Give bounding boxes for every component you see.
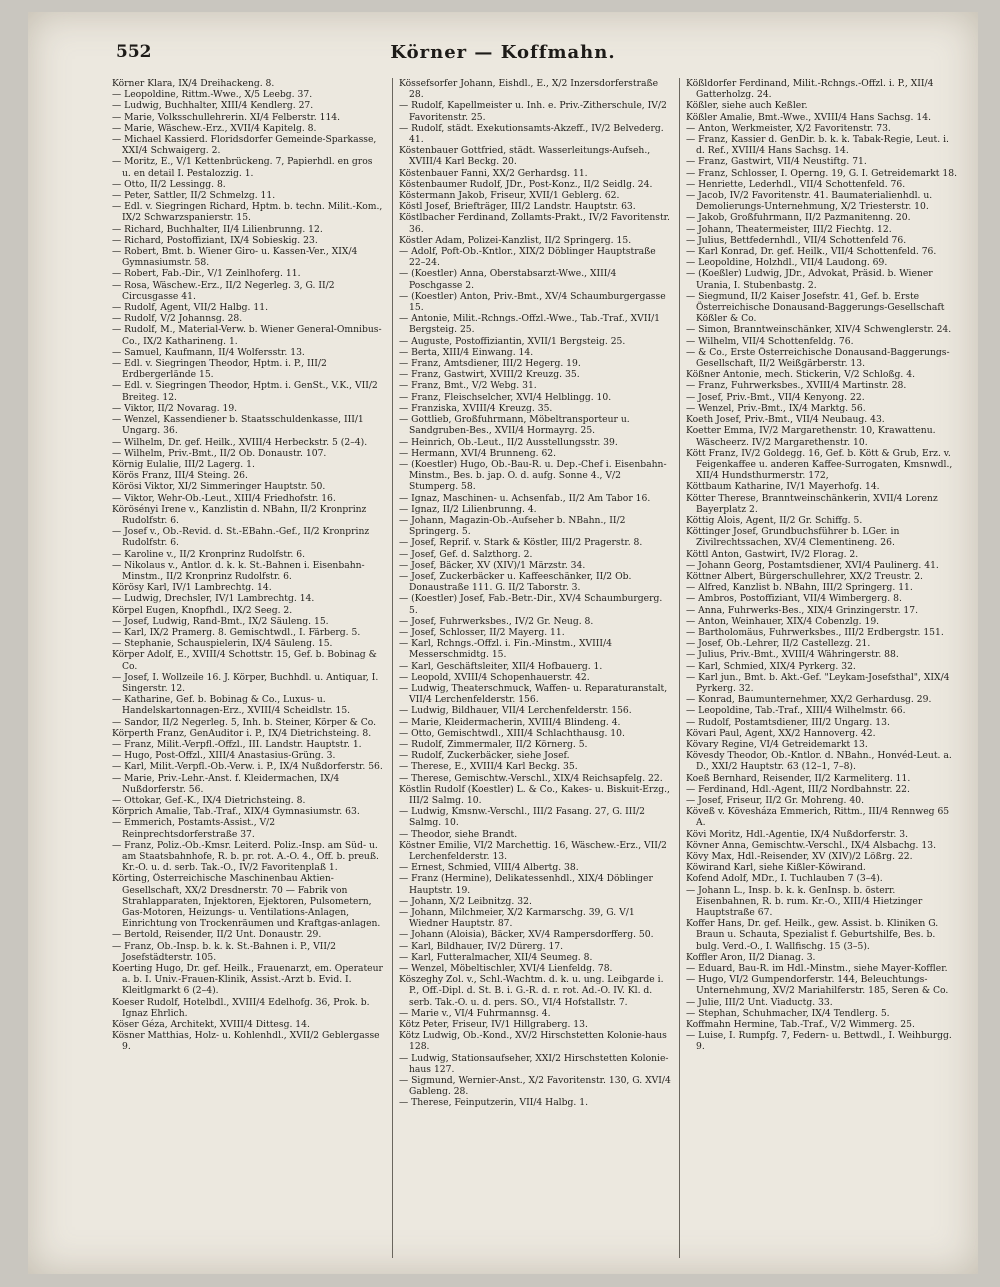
directory-entry: — Karl, Geschäftsleiter, XII/4 Hofbauerg. 1. (399, 660, 603, 672)
directory-entry: Körpel Eugen, Knopfhdl., IX/2 Seeg. 2. (112, 604, 293, 616)
directory-entry: Kövy Max, Hdl.-Reisender, XV (XIV)/2 Lößrg. 22. (686, 851, 913, 863)
directory-entry: — (Koestler) Josef, Fab.-Betr.-Dir., XV/4 Schaumburgerg. 5. (399, 593, 663, 616)
directory-entry: — Bartholomäus, Fuhrwerksbes., III/2 Erdbergstr. 151. (686, 626, 944, 638)
directory-entry: — Viktor, Wehr-Ob.-Leut., XIII/4 Friedhofstr. 16. (112, 492, 336, 504)
directory-entry: — (Koestler) Hugo, Ob.-Bau-R. u. Dep.-Chef i. Eisenbahn-Minstm., Bes. b. jap. O. d. aufg. Sonne 4., V/2 Stumperg. 58. (399, 458, 667, 493)
directory-entry: Kößner Antonie, mech. Stickerin, V/2 Schloßg. 4. (686, 369, 916, 381)
directory-entry: — Hugo, Post-Offzl., XIII/4 Anastasius-Grüng. 3. (112, 750, 336, 762)
directory-entry: Köstermann Jakob, Friseur, XVII/1 Geblerg. 62. (399, 190, 620, 202)
columns-container (112, 78, 958, 1258)
directory-entry: — Viktor, II/2 Novarag. 19. (112, 402, 238, 414)
directory-entry: — Josef v., Ob.-Revid. d. St.-EBahn.-Gef., II/2 Kronprinz Rudolfstr. 6. (112, 526, 370, 549)
directory-entry: — Rudolf, Zimmermaler, II/2 Körnerg. 5. (399, 738, 588, 750)
directory-entry: — Marie, Volksschullehrerin. XI/4 Felberstr. 114. (112, 111, 341, 123)
directory-entry: Körös Franz, III/4 Steing. 26. (112, 470, 248, 482)
directory-entry: — Ferdinand, Hdl.-Agent, III/2 Nordbahnstr. 22. (686, 783, 910, 795)
directory-entry: — Katharine, Gef. b. Bobinag & Co., Luxus- u. Handelskartonnagen-Erz., XVIII/4 Scheidlstr. 15. (112, 694, 351, 717)
directory-entry: — Antonie, Milit.-Rchngs.-Offzl.-Wwe., Tab.-Traf., XVII/1 Bergsteig. 25. (399, 313, 661, 336)
directory-entry: — Marie v., VI/4 Fuhrmannsg. 4. (399, 1007, 551, 1019)
directory-entry: Kövary Regine, VI/4 Getreidemarkt 13. (686, 738, 868, 750)
directory-entry: Kövner Anna, Gemischtw.-Verschl., IX/4 Alsbachg. 13. (686, 839, 936, 851)
directory-entry: Koffer Hans, Dr. gef. Heilk., gew. Assist. b. Kliniken G. Braun u. Schauta, Spezialist f. Geburtshilfe, Bes. b. bulg. Verd.-O., I. Wallfischg. 15 (3–5). (686, 918, 939, 952)
directory-entry: — Franz, Fuhrwerksbes., XVIII/4 Martinstr. 28. (686, 380, 907, 392)
directory-entry: — Franz (Hermine), Delikatessenhdl., XIX/4 Döblinger Hauptstr. 19. (399, 873, 653, 896)
directory-entry: — Ignaz, II/2 Lilienbrunng. 4. (399, 503, 537, 515)
directory-entry: — Josef, Bäcker, XV (XIV)/1 Märzstr. 34. (399, 559, 586, 571)
directory-entry: — Franz, Bmt., V/2 Webg. 31. (399, 380, 537, 392)
directory-entry: — Wenzel, Kassendiener b. Staatsschuldenkasse, III/1 Ungarg. 36. (112, 414, 364, 437)
directory-entry: — Simon, Branntweinschänker, XIV/4 Schwenglerstr. 24. (686, 324, 952, 336)
directory-entry: — Jakob, Großfuhrmann, II/2 Pazmanitenng. 20. (686, 212, 911, 224)
directory-entry: Kößler, siehe auch Keßler. (686, 100, 808, 112)
directory-entry: — Therese, E., XVIII/4 Karl Beckg. 35. (399, 761, 578, 773)
directory-entry: — Marie, Wäschew.-Erz., XVII/4 Kapitelg. 8. (112, 122, 317, 134)
directory-entry: Kötz Ludwig, Ob.-Kond., XV/2 Hirschstetten Kolonie-haus 128. (399, 1030, 667, 1053)
directory-entry: — Emmerich, Postamts-Assist., V/2 Reinprechtsdorferstraße 37. (112, 817, 276, 840)
directory-entry: — Johann L., Insp. b. k. k. GenInsp. b. österr. Eisenbahnen, R. b. rum. Kr.-O., XIII/4 Hietzinger Hauptstraße 67. (686, 884, 923, 919)
directory-entry: — Karl, Futteralmacher, XII/4 Seumeg. 8. (399, 951, 593, 963)
directory-entry: — Franziska, XVIII/4 Kreuzg. 35. (399, 402, 553, 414)
directory-entry: Köttinger Josef, Grundbuchsführer b. LGer. in Zivilrechtssachen, XV/4 Clementineng. 26. (686, 526, 900, 549)
directory-entry: — (Koeßler) Ludwig, JDr., Advokat, Präsid. b. Wiener Urania, I. Stubenbastg. 2. (686, 268, 933, 291)
directory-entry: — Karl Konrad, Dr. gef. Heilk., VII/4 Schottenfeld. 76. (686, 246, 937, 258)
directory-entry: — & Co., Erste Österreichische Donausand-Baggerungs-Gesellschaft, II/2 Weißgärberstr. 13. (686, 346, 950, 370)
directory-entry: — Peter, Sattler, II/2 Schmelzg. 11. (112, 190, 276, 202)
directory-entry: — Wilhelm, VII/4 Schottenfeldg. 76. (686, 335, 854, 347)
directory-entry: — Samuel, Kaufmann, II/4 Wolfersstr. 13. (112, 346, 305, 358)
directory-entry: — Wilhelm, Dr. gef. Heilk., XVIII/4 Herbeckstr. 5 (2–4). (112, 436, 368, 448)
directory-entry: Köstl Josef, Briefträger, III/2 Landstr. Hauptstr. 63. (399, 201, 636, 213)
directory-entry: — Nikolaus v., Antlor. d. k. k. St.-Bahnen i. Eisenbahn-Minstm., II/2 Kronprinz Rudolfstr. 6. (112, 559, 365, 582)
directory-entry: Köstlin Rudolf (Koestler) L. & Co., Kakes- u. Biskuit-Erzg., III/2 Salmg. 10. (399, 783, 670, 806)
directory-entry: Körner Klara, IX/4 Dreihackeng. 8. (112, 78, 275, 89)
directory-entry: Kösner Matthias, Holz- u. Kohlenhdl., XVII/2 Geblergasse 9. (112, 1030, 380, 1053)
directory-page (28, 12, 978, 1274)
directory-entry: — Karl, IX/2 Pramerg. 8. Gemischtwdl., I. Färberg. 5. (112, 626, 361, 638)
directory-entry: — Franz, Poliz.-Ob.-Kmsr. Leiterd. Poliz.-Insp. am Süd- u. am Staatsbahnhofe, R. b. pr. rot. A.-O. 4., Off. b. preuß. Kr.-O. u. d. serb. Tak.-O., IV/2 Favoritenplaß 1. (112, 839, 379, 874)
directory-entry: — Ludwig, Buchhalter, XIII/4 Kendlerg. 27. (112, 100, 314, 112)
directory-entry: — Konrad, Baumunternehmer, XX/2 Gerhardusg. 29. (686, 694, 932, 706)
directory-entry: Koeser Rudolf, Hotelbdl., XVIII/4 Edelhofg. 36, Prok. b. Ignaz Ehrlich. (112, 996, 370, 1019)
directory-entry: — Karl, Rchngs.-Offzl. i. Fin.-Minstm., XVIII/4 Messerschmidtg. 15. (399, 638, 612, 661)
directory-entry: Köstlbacher Ferdinand, Zollamts-Prakt., IV/2 Favoritenstr. 36. (399, 212, 670, 235)
directory-entry: — Julius, Bettfedernhdl., VII/4 Schottenfeld 76. (686, 234, 907, 246)
directory-entry: — Therese, Feinputzerin, VII/4 Halbg. 1. (399, 1097, 588, 1109)
directory-entry: Köstner Emilie, VI/2 Marchettig. 16, Wäschew.-Erz., VII/2 Lerchenfelderstr. 13. (399, 839, 667, 863)
directory-entry: — Otto, Gemischtwdl., XIII/4 Schlachthausg. 10. (399, 727, 625, 739)
directory-entry: — Gottlieb, Großfuhrmann, Möbeltransporteur u. Sandgruben-Bes., XVII/4 Hormayrg. 25. (399, 414, 630, 437)
directory-entry: — Edl. v. Siegringen Richard, Hptm. b. techn. Milit.-Kom., IX/2 Schwarzspanierstr. 15. (112, 201, 383, 224)
directory-entry: — Leopold, XVIII/4 Schopenhauerstr. 42. (399, 671, 590, 683)
directory-entry: — Josef, Priv.-Bmt., VII/4 Kenyong. 22. (686, 391, 865, 403)
directory-entry: — Johann Georg, Postamtsdiener, XVI/4 Paulinerg. 41. (686, 559, 939, 571)
page-number: 552 (116, 42, 152, 62)
directory-entry: — Moritz, E., V/1 Kettenbrückeng. 7, Papierhdl. en gros u. en detail I. Pestalozzig. 1. (112, 156, 373, 179)
directory-entry: — Luise, I. Rumpfg. 7, Federn- u. Bettwdl., I. Weihburgg. 9. (686, 1030, 952, 1053)
directory-entry: Koffmahn Hermine, Tab.-Traf., V/2 Wimmerg. 25. (686, 1019, 915, 1031)
directory-entry: Kößldorfer Ferdinand, Milit.-Rchngs.-Offzl. i. P., XII/4 Gatterholzg. 24. (686, 78, 934, 101)
directory-entry: Köttl Anton, Gastwirt, IV/2 Florag. 2. (686, 548, 859, 560)
directory-entry: — Rudolf, M., Material-Verw. b. Wiener General-Omnibus-Co., IX/2 Katharineng. 1. (112, 324, 382, 347)
directory-entry: — Richard, Postoffiziant, IX/4 Sobieskig. 23. (112, 234, 318, 246)
directory-entry: — Sandor, II/2 Negerleg. 5, Inh. b. Steiner, Körper & Co. (112, 716, 377, 728)
directory-entry: — Karl jun., Bmt. b. Akt.-Gef. "Leykam-Josefsthal", XIX/4 Pyrkerg. 32. (686, 671, 950, 694)
directory-entry: Körnig Eulalie, III/2 Lagerg. 1. (112, 458, 255, 470)
directory-entry: — Ludwig, Stationsaufseher, XXI/2 Hirschstetten Kolonie-haus 127. (399, 1052, 669, 1075)
directory-entry: — Edl. v. Siegringen Theodor, Hptm. i. GenSt., V.K., VII/2 Breiteg. 12. (112, 380, 378, 403)
directory-entry: — Ernest, Schmied, VIII/4 Albertg. 38. (399, 862, 579, 874)
directory-entry: — Leopoldine, Tab.-Traf., XIII/4 Wilhelmstr. 66. (686, 705, 906, 717)
directory-entry: Köveß v. Kövesháza Emmerich, Rittm., III/4 Rennweg 65 A. (686, 806, 950, 829)
directory-entry: — Hermann, XVI/4 Brunneng. 62. (399, 447, 557, 459)
directory-entry: Köstenbaumer Rudolf, JDr., Post-Konz., II/2 Seidlg. 24. (399, 178, 653, 190)
directory-entry: — Karoline v., II/2 Kronprinz Rudolfstr. 6. (112, 548, 306, 560)
directory-entry: — Sigmund, Wernier-Anst., X/2 Favoritenstr. 130, G. XVI/4 Gableng. 28. (399, 1075, 671, 1098)
directory-entry: — Johann, Milchmeier, X/2 Karmarschg. 39, G. V/1 Wiedner Hauptstr. 87. (399, 907, 635, 930)
directory-entry: — Stephan, Schuhmacher, IX/4 Tendlerg. 5. (686, 1007, 890, 1019)
directory-entry: — Rudolf, städt. Exekutionsamts-Akzeff., IV/2 Belvederg. 41. (399, 122, 664, 146)
directory-entry: Köszeghy Zol. v., Schl.-Wachtm. d. k. u. ung. Leibgarde i. P., Off.-Dipl. d. St. B. i. G.-R. d. r. rot. Ad.-O. IV. Kl. d. serb. Tak.-O. u. d. pers. SO., VI/4 Hofstallstr. 7. (399, 974, 664, 1008)
directory-entry: — Ignaz, Maschinen- u. Achsenfab., II/2 Am Tabor 16. (399, 492, 651, 504)
directory-entry: Kofend Adolf, MDr., I. Tuchlauben 7 (3–4). (686, 873, 883, 885)
directory-entry: — Franz, Amtsdiener, III/2 Hegerg. 19. (399, 358, 581, 370)
directory-entry: — Michael Kassierd. Floridsdorfer Gemeinde-Sparkasse, XXI/4 Schwaigerg. 2. (112, 134, 377, 157)
directory-entry: — Bertold, Reisender, II/2 Unt. Donaustr. 29. (112, 929, 322, 941)
directory-entry: — Rudolf, Agent, VII/2 Halbg. 11. (112, 302, 269, 314)
directory-entry: — Franz, Ob.-Insp. b. k. k. St.-Bahnen i. P., VII/2 Josefstädterstr. 105. (112, 940, 336, 963)
directory-entry: Koetter Emma, IV/2 Margarethenstr. 10, Krawattenu. Wäscheerz. IV/2 Margarethenstr. 10. (686, 425, 936, 448)
directory-entry: — Otto, II/2 Lessingg. 8. (112, 178, 226, 190)
directory-entry: Koeß Bernhard, Reisender, II/2 Karmeliterg. 11. (686, 772, 911, 784)
directory-entry: — Johann (Aloisia), Bäcker, XV/4 Rampersdorfferg. 50. (399, 929, 654, 941)
directory-entry: Köstler Adam, Polizei-Kanzlist, II/2 Springerg. 15. (399, 234, 632, 246)
column-right (679, 78, 958, 1258)
directory-entry: Körting, Österreichische Maschinenbau Aktien-Gesellschaft, XX/2 Dresdnerstr. 70 — Fabrik von Strahlapparaten, Injektoren, Ejektoren, Pulsometern, Gas-Motoren, Heizungs- u. Ventilations-Anlagen, Einrichtung von Trockenräumen und Kraftgas-anlagen. (112, 873, 381, 930)
directory-entry: — Josef, Zuckerbäcker u. Kaffeeschänker, II/2 Ob. Donaustraße 111. G. II/2 Taborstr. 3. (399, 570, 632, 594)
column-middle (392, 78, 671, 1258)
directory-entry: Kövi Moritz, Hdl.-Agentie, IX/4 Nußdorferstr. 3. (686, 828, 909, 840)
directory-entry: — (Koestler) Anton, Priv.-Bmt., XV/4 Schaumburgergasse 15. (399, 290, 666, 314)
directory-entry: — Anton, Werkmeister, X/2 Favoritenstr. 73. (686, 122, 891, 134)
directory-entry: — Edl. v. Siegringen Theodor, Hptm. i. P., III/2 Erdbergerlände 15. (112, 358, 327, 381)
directory-entry: Koerting Hugo, Dr. gef. Heilk., Frauenarzt, em. Operateur a. b. I. Univ.-Frauen-Klinik, Assist.-Arzt b. Evid. I. Kleitlgmarkt 6 (2–4). (112, 963, 383, 997)
directory-entry: — Franz, Schlosser, I. Operng. 19, G. I. Getreidemarkt 18. (686, 167, 957, 179)
directory-entry: — Jacob, IV/2 Favoritenstr. 41. Baumaterialienhdl. u. Demolierungs-Unternehmung, X/2 Triesterstr. 10. (686, 190, 933, 213)
directory-entry: — Leopoldine, Rittm.-Wwe., X/5 Leebg. 37. (112, 89, 313, 101)
directory-entry: — Julie, III/2 Unt. Viaductg. 33. (686, 996, 833, 1008)
directory-entry: — Alfred, Kanzlist b. NBahn, III/2 Springerg. 11. (686, 582, 913, 594)
directory-entry: — Rudolf, Kapellmeister u. Inh. e. Priv.-Zitherschule, IV/2 Favoritenstr. 25. (399, 100, 667, 123)
directory-entry: — Rosa, Wäschew.-Erz., II/2 Negerleg. 3, G. II/2 Circusgasse 41. (112, 279, 335, 302)
directory-entry: Körösényi Irene v., Kanzlistin d. NBahn, II/2 Kronprinz Rudolfstr. 6. (112, 503, 367, 526)
directory-entry: Kößler Amalie, Bmt.-Wwe., XVIII/4 Hans Sachsg. 14. (686, 111, 931, 123)
directory-entry: Köwirand Karl, siehe Kißler-Köwirand. (686, 862, 866, 874)
directory-entry: Kött Franz, IV/2 Goldegg. 16, Gef. b. Kött & Grub, Erz. v. Feigenkaffee u. anderen Kaffee-Surrogaten, Kmsnwdl., XII/4 Hundsthurmerstr. 172, (686, 447, 953, 482)
directory-entry: — Franz, Kassier d. GenDir. b. k. k. Tabak-Regie, Leut. i. d. Ref., XVIII/4 Hans Sachsg. 14. (686, 134, 949, 157)
directory-entry: — Karl, Bildhauer, IV/2 Dürerg. 17. (399, 940, 564, 952)
directory-entry: — Rudolf, V/2 Johannsg. 28. (112, 313, 243, 325)
directory-entry: — Wenzel, Möbeltischler, XVI/4 Lienfeldg. 78. (399, 963, 613, 975)
directory-entry: — Auguste, Postoffiziantin, XVII/1 Bergsteig. 25. (399, 335, 626, 347)
directory-entry: — Anton, Weinhauer, XIX/4 Cobenzlg. 19. (686, 615, 880, 627)
directory-entry: — Wenzel, Priv.-Bmt., IX/4 Marktg. 56. (686, 402, 866, 414)
running-head: Körner — Koffmahn. (390, 42, 616, 63)
directory-entry: — Marie, Priv.-Lehr.-Anst. f. Kleidermachen, IX/4 Nußdorferstr. 56. (112, 772, 340, 795)
directory-entry: — Siegmund, II/2 Kaiser Josefstr. 41, Gef. b. Erste Österreichische Donausand-Baggerungs-Gesellschaft Kößler & Co. (686, 290, 945, 325)
directory-entry: — Hugo, VI/2 Gumpendorferstr. 144, Beleuchtungs-Unternehmung, XV/2 Mariahilferstr. 185, Seren & Co. (686, 974, 949, 997)
directory-entry: — Ottokar, Gef.-K., IX/4 Dietrichsteing. 8. (112, 795, 306, 806)
directory-entry: — Anna, Fuhrwerks-Bes., XIX/4 Grinzingerstr. 17. (686, 604, 919, 616)
directory-entry: — Ambros, Postoffiziant, VII/4 Wimbergerg. 8. (686, 593, 902, 605)
directory-entry: Kövari Paul, Agent, XX/2 Hannoverg. 42. (686, 727, 876, 739)
directory-entry: — Marie, Kleidermacherin, XVIII/4 Blindeng. 4. (399, 716, 621, 728)
directory-entry: Körperth Franz, GenAuditor i. P., IX/4 Dietrichsteing. 8. (112, 727, 372, 739)
directory-entry: Koffler Aron, II/2 Dianag. 3. (686, 951, 816, 963)
directory-entry: Körösi Viktor, XI/2 Simmeringer Hauptstr. 50. (112, 481, 326, 493)
directory-entry: Kötter Therese, Branntweinschänkerin, XVII/4 Lorenz Bayerplatz 2. (686, 492, 938, 515)
directory-entry: Koeth Josef, Priv.-Bmt., VII/4 Neubaug. 43. (686, 414, 885, 426)
directory-entry: Köser Géza, Architekt, XVIII/4 Dittesg. 14. (112, 1019, 310, 1031)
directory-entry: — Heinrich, Ob.-Leut., II/2 Ausstellungsstr. 39. (399, 436, 618, 448)
directory-entry: Köttner Albert, Bürgerschullehrer, XX/2 Treustr. 2. (686, 570, 923, 582)
directory-entry: — Josef, Reprif. v. Stark & Köstler, III/2 Pragerstr. 8. (399, 537, 643, 549)
directory-entry: — Josef, Friseur, II/2 Gr. Mohreng. 40. (686, 795, 865, 806)
directory-entry: — Josef, I. Wollzeile 16. J. Körper, Buchhdl. u. Antiquar, I. Singerstr. 12. (112, 671, 379, 694)
directory-entry: Kövesdy Theodor, Ob.-Kntlor. d. NBahn., Honvéd-Leut. a. D., XXI/2 Hauptstr. 63 (12–1, 7–8). (686, 750, 952, 773)
directory-entry: — Henriette, Lederhdl., VII/4 Schottenfeld. 76. (686, 178, 906, 190)
column-left (112, 78, 384, 1258)
directory-entry: — Eduard, Bau-R. im Hdl.-Minstm., siehe Mayer-Koffler. (686, 963, 948, 975)
directory-entry: — Ludwig, Kmsnw.-Verschl., III/2 Fasang. 27, G. III/2 Salmg. 10. (399, 806, 645, 829)
directory-entry: — Johann, Magazin-Ob.-Aufseher b. NBahn., II/2 Springerg. 5. (399, 514, 626, 538)
directory-entry: — Stephanie, Schauspielerin, IX/4 Säuleng. 15. (112, 638, 333, 650)
directory-entry: — Ludwig, Bildhauer, VII/4 Lerchenfelderstr. 156. (399, 705, 632, 717)
directory-entry: — Ludwig, Drechsler, IV/1 Lambrechtg. 14. (112, 593, 315, 605)
directory-entry: — Franz, Milit.-Verpfl.-Offzl., III. Landstr. Hauptstr. 1. (112, 738, 362, 750)
directory-entry: Köttig Alois, Agent, II/2 Gr. Schiffg. 5. (686, 514, 863, 526)
directory-entry: — Rudolf, Zuckerbäcker, siehe Josef. (399, 750, 570, 762)
directory-entry: — Berta, XIII/4 Einwang. 14. (399, 346, 534, 358)
directory-entry: — Josef, Schlosser, II/2 Mayerg. 11. (399, 626, 565, 638)
directory-entry: — Josef, Ludwig, Rand-Bmt., IX/2 Säuleng. 15. (112, 615, 329, 627)
directory-entry: — Therese, Gemischtw.-Verschl., XIX/4 Reichsapfelg. 22. (399, 772, 663, 784)
directory-entry: — Josef, Ob.-Lehrer, II/2 Castellezg. 21. (686, 638, 871, 650)
directory-entry: Köstenbauer Gottfried, städt. Wasserleitungs-Aufseh., XVIII/4 Karl Beckg. 20. (399, 145, 651, 168)
directory-entry: — Franz, Gastwirt, VII/4 Neustiftg. 71. (686, 156, 867, 168)
directory-entry: — Karl, Schmied, XIX/4 Pyrkerg. 32. (686, 660, 856, 672)
directory-entry: — Julius, Priv.-Bmt., XVIII/4 Währingerstr. 88. (686, 649, 899, 661)
directory-entry: — Wilhelm, Priv.-Bmt., II/2 Ob. Donaustr. 107. (112, 447, 327, 459)
directory-entry: — Robert, Fab.-Dir., V/1 Zeinlhoferg. 11. (112, 268, 301, 280)
directory-entry: — Leopoldine, Holzhdl., VII/4 Laudong. 69. (686, 257, 888, 269)
directory-entry: — Robert, Bmt. b. Wiener Giro- u. Kassen-Ver., XIX/4 Gymnasiumstr. 58. (112, 246, 358, 269)
directory-entry: — Franz, Gastwirt, XVIII/2 Kreuzg. 35. (399, 369, 580, 381)
directory-entry: — Theodor, siehe Brandt. (399, 828, 518, 840)
directory-entry: — Rudolf, Postamtsdiener, III/2 Ungarg. 13. (686, 716, 890, 728)
directory-entry: Köstenbauer Fanni, XX/2 Gerhardsg. 11. (399, 167, 588, 179)
directory-entry: — Josef, Gef. d. Salzthorg. 2. (399, 548, 533, 560)
directory-entry: — Franz, Fleischselcher, XVI/4 Helblingg. 10. (399, 391, 612, 403)
directory-entry: — Karl, Milit.-Verpfl.-Ob.-Verw. i. P., IX/4 Nußdorferstr. 56. (112, 761, 383, 773)
directory-entry: — Adolf, Poft-Ob.-Kntlor., XIX/2 Döblinger Hauptstraße 22–24. (399, 246, 656, 269)
directory-entry: — (Koestler) Anna, Oberstabsarzt-Wwe., XIII/4 Poschgasse 2. (399, 268, 617, 291)
directory-entry: — Johann, Theatermeister, III/2 Fiechtg. 12. (686, 223, 892, 235)
directory-entry: — Johann, X/2 Leibnitzg. 32. (399, 895, 532, 907)
directory-entry: Körprich Amalie, Tab.-Traf., XIX/4 Gymnasiumstr. 63. (112, 806, 360, 818)
directory-entry: Körper Adolf, E., XVIII/4 Schottstr. 15, Gef. b. Bobinag & Co. (112, 649, 377, 672)
directory-entry: Kötz Peter, Friseur, IV/1 Hillgraberg. 13. (399, 1019, 588, 1031)
directory-entry: — Josef, Fuhrwerksbes., IV/2 Gr. Neug. 8. (399, 615, 594, 627)
directory-entry: Körösy Karl, IV/1 Lambrechtg. 14. (112, 582, 272, 594)
directory-entry: Kössefsorfer Johann, Eishdl., E., X/2 Inzersdorferstraße 28. (399, 78, 659, 101)
directory-entry: — Ludwig, Theaterschmuck, Waffen- u. Reparaturanstalt, VII/4 Lerchenfelderstr. 156. (399, 682, 668, 706)
directory-entry: Köttbaum Katharine, IV/1 Mayerhofg. 14. (686, 481, 880, 493)
directory-entry: — Richard, Buchhalter, II/4 Lilienbrunng. 12. (112, 223, 323, 235)
